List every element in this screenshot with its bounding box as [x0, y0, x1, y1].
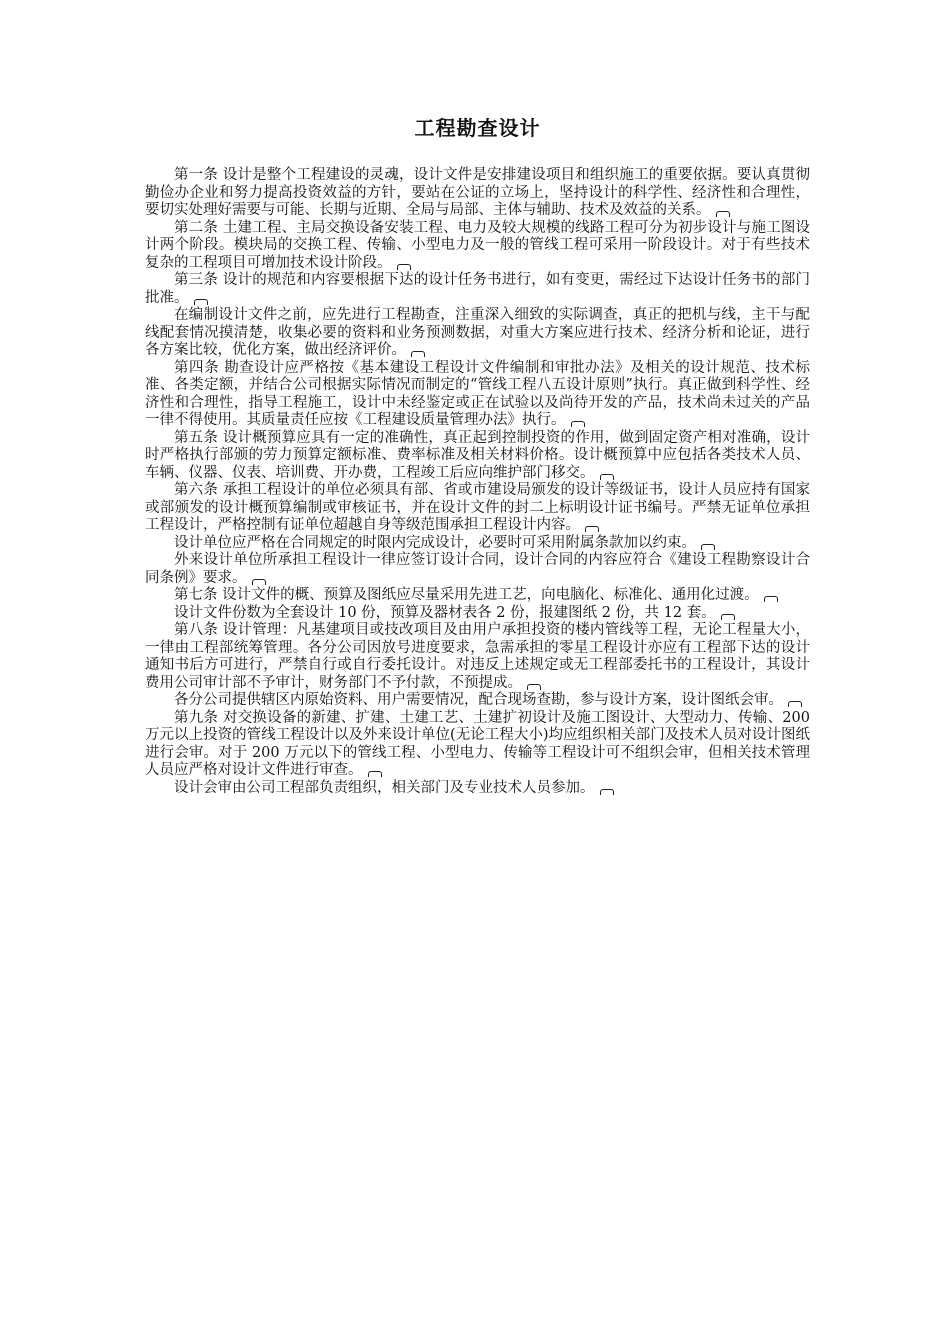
- paragraph-text: 第六条 承担工程设计的单位必须具有部、省或市建设局颁发的设计等级证书，设计人员应持有国家或部颁发的设计概预算编制或审核证书，并在设计文件的封二上标明设计证书编号。严禁无证单位承担工程设计，严格控制有证单位超越自身等级范围承担工程设计内容。: [145, 482, 810, 533]
- paragraph-mark-icon: [368, 771, 382, 777]
- paragraph-mark-icon: [194, 299, 208, 305]
- paragraph-9: [145, 552, 810, 587]
- paragraph-text: 第八条 设计管理：凡基建项目或技改项目及由用户承担投资的楼内管线等工程，无论工程量大小，一律由工程部统筹管理。各分公司因放号进度要求，急需承担的零星工程设计亦应有工程部下达的设计通知书后方可进行，严禁自行或自行委托设计。对违反上述规定或无工程部委托书的工程设计，其设计费用公司审计部不予审计，财务部门不予付款，不预提成。: [145, 622, 810, 691]
- paragraph-3: [145, 272, 810, 307]
- paragraph-8: [145, 535, 810, 553]
- paragraph-14: [145, 710, 810, 780]
- paragraph-mark-icon: [788, 701, 802, 707]
- paragraph-mark-icon: [397, 264, 411, 270]
- paragraph-text: 第三条 设计的规范和内容要根据下达的设计任务书进行，如有变更，需经过下达设计任务书的部门批准。: [145, 272, 810, 306]
- paragraph-text: 第九条 对交换设备的新建、扩建、土建工艺、土建扩初设计及施工图设计、大型动力、传输、200 万元以上投资的管线工程设计以及外来设计单位(无论工程大小)均应组织相关部门及技术人员对设计图纸进行会审。对于 200 万元以下的管线工程、小型电力、传输等工程设计可不组织会审，但相关技术管理人员应严格对设计文件进行审查。: [145, 709, 810, 778]
- paragraph-text: 设计文件份数为全套设计 10 份，预算及器材表各 2 份，报建图纸 2 份，共 12 套。: [174, 604, 716, 621]
- paragraph-mark-icon: [716, 211, 730, 217]
- paragraph-mark-icon: [701, 544, 715, 550]
- paragraph-mark-icon: [600, 474, 614, 480]
- paragraph-15: [145, 780, 810, 798]
- paragraph-12: [145, 622, 810, 692]
- paragraph-text: 第四条 勘查设计应严格按《基本建设工程设计文件编制和审批办法》及相关的设计规范、技术标准、各类定额，并结合公司根据实际情况而制定的“管线工程八五设计原则”执行。真正做到科学性、经济性和合理性，指导工程施工，设计中未经鉴定或正在试验以及尚待开发的产品，技术尚未过关的产品一律不得使用。其质量责任应按《工程建设质量管理办法》执行。: [145, 359, 810, 428]
- paragraph-text: 各分公司提供辖区内原始资料、用户需要情况，配合现场查勘，参与设计方案，设计图纸会审。: [174, 692, 783, 708]
- paragraph-mark-icon: [764, 596, 778, 602]
- paragraph-text: 第一条 设计是整个工程建设的灵魂，设计文件是安排建设项目和组织施工的重要依据。要认真贯彻勤俭办企业和努力提高投资效益的方针，要站在公证的立场上，坚持设计的科学性、经济性和合理性，要切实处理好需要与可能、长期与近期、全局与局部、主体与辅助、技术及效益的关系。: [145, 167, 810, 218]
- paragraph-text: 设计会审由公司工程部负责组织，相关部门及专业技术人员参加。: [174, 779, 595, 796]
- paragraph-mark-icon: [527, 684, 541, 690]
- paragraph-text: 外来设计单位所承担工程设计一律应签订设计合同，设计合同的内容应符合《建设工程勘察设计合同条例》要求。: [145, 552, 810, 586]
- paragraph-text: 第二条 土建工程、主局交换设备安装工程、电力及较大规模的线路工程可分为初步设计与施工图设计两个阶段。模块局的交换工程、传输、小型电力及一般的管线工程可采用一阶段设计。对于有些技术复杂的工程项目可增加技术设计阶段。: [145, 219, 810, 271]
- paragraph-13: [145, 692, 810, 710]
- paragraph-2: [145, 220, 810, 273]
- paragraph-10: [145, 587, 810, 605]
- paragraph-5: [145, 360, 810, 430]
- paragraph-mark-icon: [571, 421, 585, 427]
- paragraph-mark-icon: [721, 614, 735, 620]
- paragraph-text: 设计单位应严格在合同规定的时限内完成设计，必要时可采用附属条款加以约束。: [174, 534, 696, 551]
- paragraph-6: [145, 430, 810, 483]
- paragraph-1: [145, 167, 810, 220]
- paragraph-7: [145, 482, 810, 535]
- paragraph-mark-icon: [600, 789, 614, 795]
- paragraph-mark-icon: [252, 579, 266, 585]
- paragraph-11: [145, 605, 810, 623]
- paragraph-mark-icon: [585, 526, 599, 532]
- paragraph-text: 第五条 设计概预算应具有一定的准确性，真正起到控制投资的作用，做到固定资产相对准确，设计时严格执行部颁的劳力预算定额标准、费率标准及相关材料价格。设计概预算中应包括各类技术人员、车辆、仪器、仪表、培训费、开办费，工程竣工后应向维护部门移交。: [145, 429, 810, 481]
- paragraph-4: [145, 307, 810, 360]
- paragraph-text: 第七条 设计文件的概、预算及图纸应尽量采用先进工艺，向电脑化、标准化、通用化过渡。: [174, 587, 759, 603]
- paragraph-mark-icon: [411, 351, 425, 357]
- document-title: 工程勘查设计: [414, 116, 541, 140]
- paragraph-text: 在编制设计文件之前，应先进行工程勘查，注重深入细致的实际调查，真正的把机与线，主干与配线配套情况摸清楚，收集必要的资料和业务预测数据，对重大方案应进行技术、经济分析和论证，进行各方案比较，优化方案，做出经济评价。: [145, 307, 810, 358]
- document-page: [145, 112, 810, 797]
